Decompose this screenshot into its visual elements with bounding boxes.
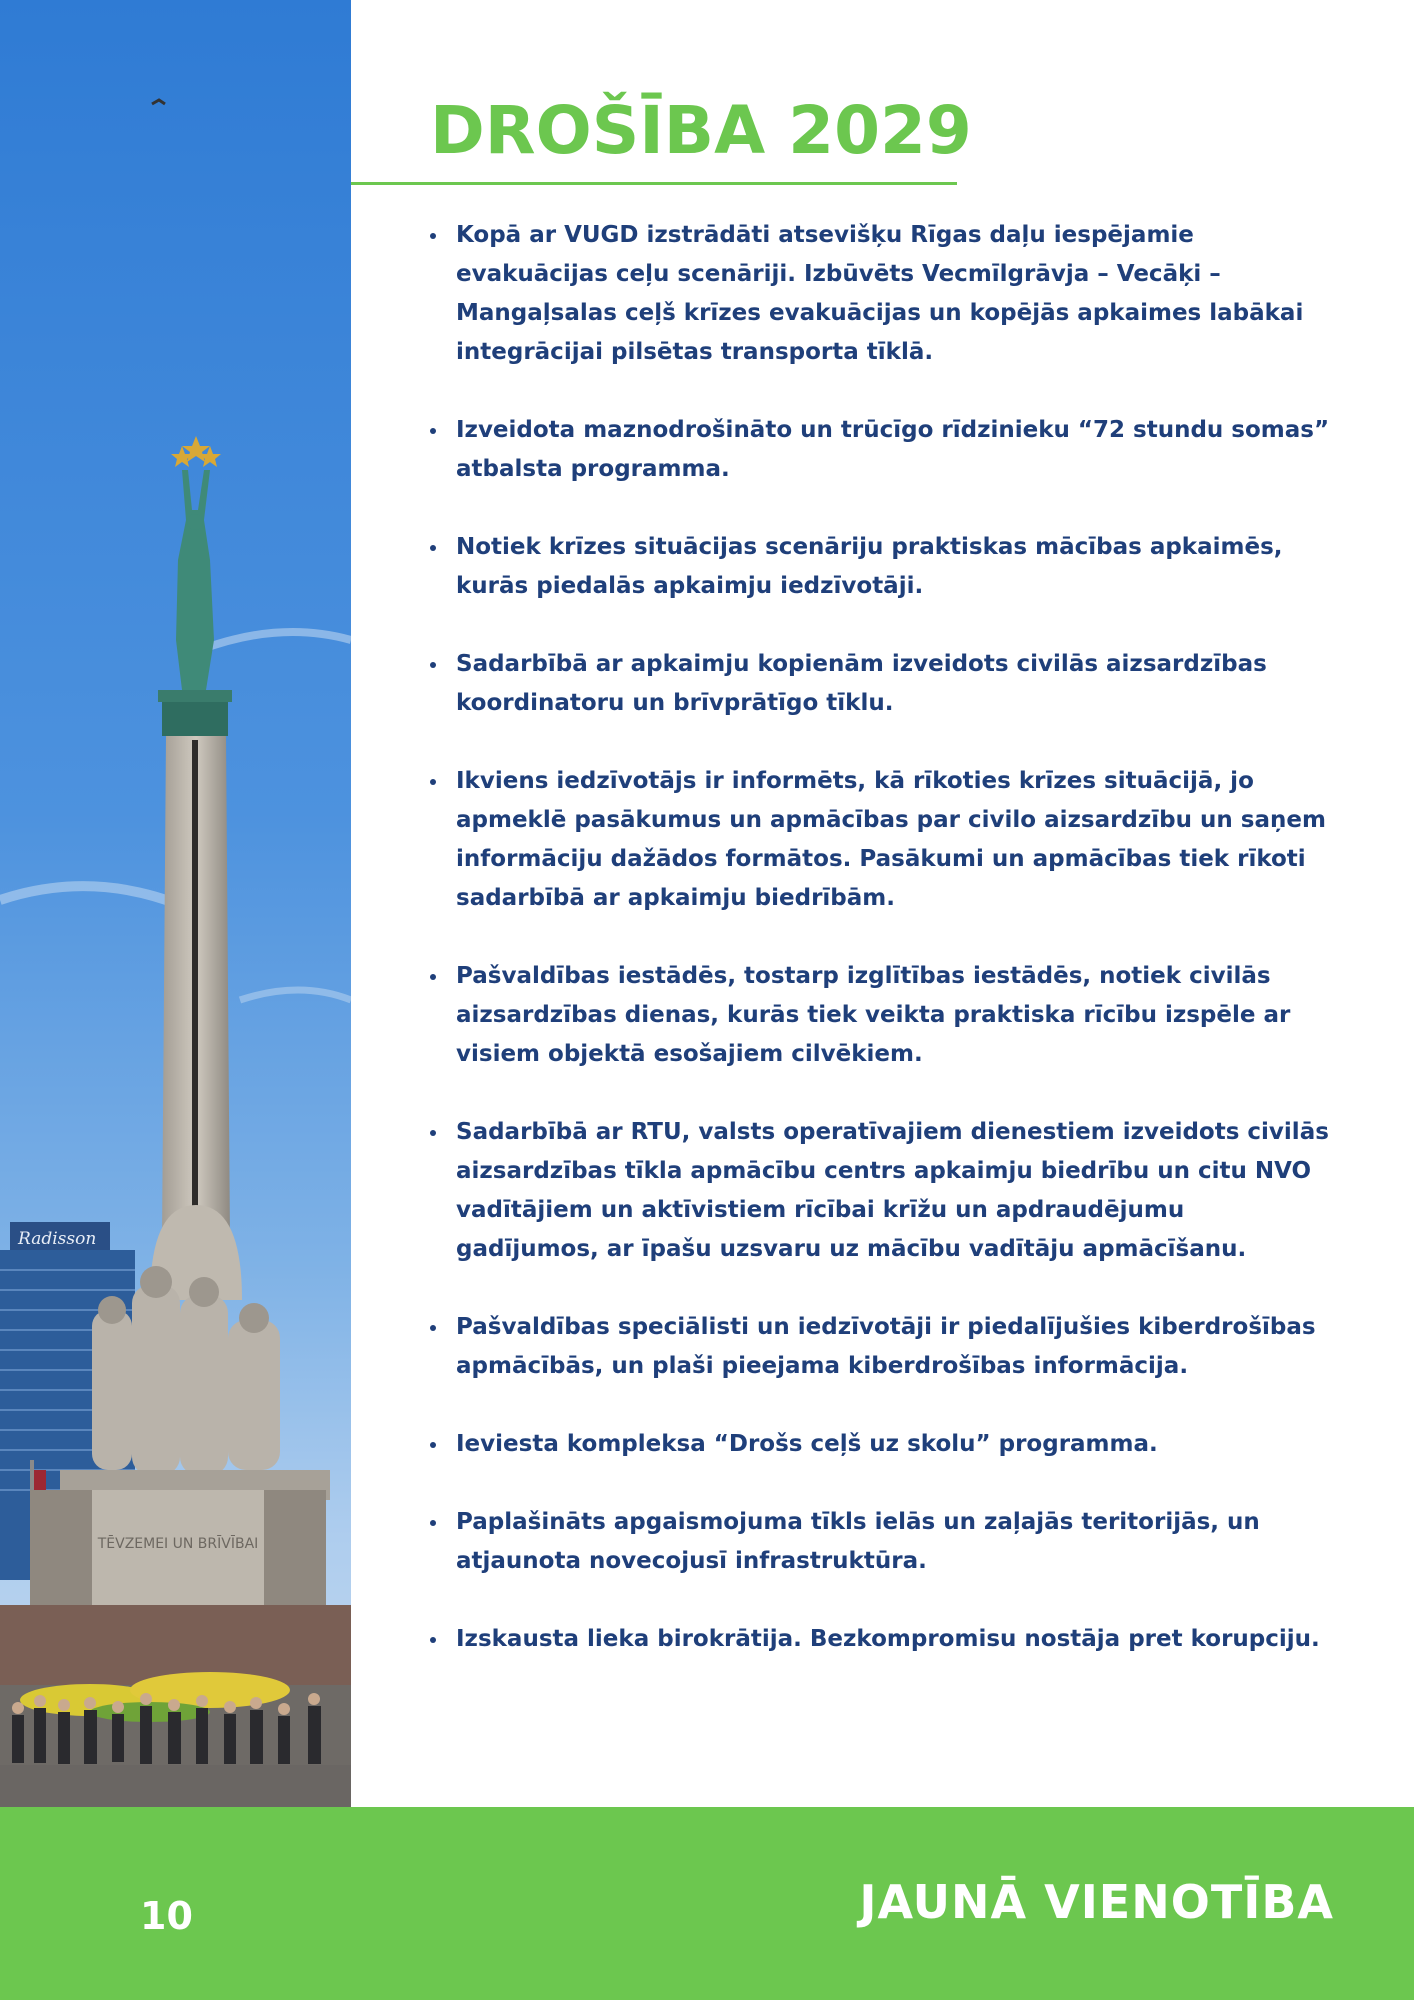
hotel-sign: Radisson (18, 1229, 97, 1249)
page-title: DROŠĪBA 2029 (430, 92, 972, 169)
list-item: Ikviens iedzīvotājs ir informēts, kā rīkoties krīzes situācijā, jo apmeklē pasākumus un apmācības par civilo aizsardzību un saņem informāciju dažādos formātos. Pasākumi un apmācības tiek rīkoti sadarbībā ar apkaimju biedrībām. (430, 762, 1330, 918)
list-item: Izveidota maznodrošināto un trūcīgo rīdzinieku “72 stundu somas” atbalsta programma. (430, 411, 1330, 489)
list-item: Pašvaldības speciālisti un iedzīvotāji ir piedalījušies kiberdrošības apmācībās, un plaši pieejama kiberdrošības informācija. (430, 1308, 1330, 1386)
list-item: Ieviesta kompleksa “Drošs ceļš uz skolu” programma. (430, 1425, 1330, 1464)
list-item: Notiek krīzes situācijas scenāriju praktiskas mācības apkaimēs, kurās piedalās apkaimju iedzīvotāji. (430, 528, 1330, 606)
title-underline (351, 182, 957, 185)
list-item: Izskausta lieka birokrātija. Bezkompromisu nostāja pret korupciju. (430, 1620, 1330, 1659)
list-item: Pašvaldības iestādēs, tostarp izglītības iestādēs, notiek civilās aizsardzības dienas, kurās tiek veikta praktiska rīcību izspēle ar visiem objektā esošajiem cilvēkiem. (430, 957, 1330, 1074)
bullet-list (430, 216, 1330, 1698)
list-item: Kopā ar VUGD izstrādāti atsevišķu Rīgas daļu iespējamie evakuācijas ceļu scenāriji. Izbūvēts Vecmīlgrāvja – Vecāķi – Mangaļsalas ceļš krīzes evakuācijas un kopējās apkaimes labākai integrācijai pilsētas transporta tīklā. (430, 216, 1330, 372)
list-item: Paplašināts apgaismojuma tīkls ielās un zaļajās teritorijās, un atjaunota novecojusī infrastruktūra. (430, 1503, 1330, 1581)
list-item: Sadarbībā ar RTU, valsts operatīvajiem dienestiem izveidots civilās aizsardzības tīkla apmācību centrs apkaimju biedrību un citu NVO vadītājiem un aktīvistiem rīcībai krīžu un apdraudējumu gadījumos, ar īpašu uzsvaru uz mācību vadītāju apmācīšanu. (430, 1113, 1330, 1269)
freedom-monument-photo (0, 0, 351, 1807)
footer-bar (0, 1807, 1414, 2000)
monument-inscription: TĒVZEMEI UN BRĪVĪBAI (97, 1536, 259, 1552)
party-logo-text: JAUNĀ VIENOTĪBA (859, 1875, 1334, 1929)
list-item: Sadarbībā ar apkaimju kopienām izveidots civilās aizsardzības koordinatoru un brīvprātīgo tīklu. (430, 645, 1330, 723)
page-number: 10 (140, 1894, 193, 1938)
